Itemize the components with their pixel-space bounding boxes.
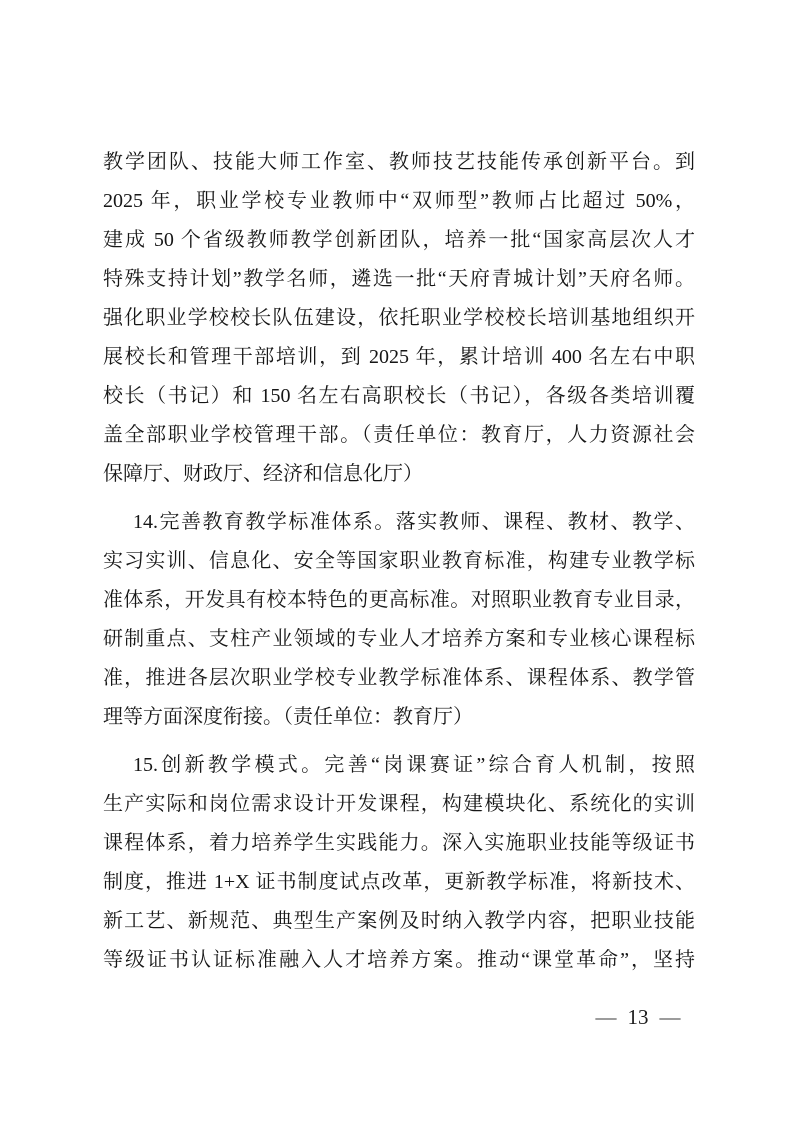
text-line: 校长（书记）和 150 名左右高职校长（书记），各级各类培训覆 <box>103 385 695 407</box>
text-line: 2025 年，职业学校专业教师中“双师型”教师占比超过 50%， <box>103 190 695 212</box>
text-line: 等级证书认证标准融入人才培养方案。推动“课堂革命”，坚持 <box>103 949 695 971</box>
text-line: 准体系，开发具有校本特色的更高标准。对照职业教育专业目录， <box>103 589 695 611</box>
paragraph-continuation <box>103 143 695 494</box>
page-number <box>595 1002 681 1032</box>
document-body <box>103 143 695 980</box>
text-line: 课程体系，着力培养学生实践能力。深入实施职业技能等级证书 <box>103 832 695 854</box>
text-line: 实习实训、信息化、安全等国家职业教育标准，构建专业教学标 <box>103 550 695 572</box>
text-line: 14.完善教育教学标准体系。落实教师、课程、教材、教学、 <box>133 511 695 533</box>
page-number-dash-left: — <box>595 1005 617 1029</box>
text-line: 建成 50 个省级教师教学创新团队，培养一批“国家高层次人才 <box>103 229 695 251</box>
page-number-value: 13 <box>627 1005 649 1029</box>
text-line: 展校长和管理干部培训，到 2025 年，累计培训 400 名左右中职 <box>103 346 695 368</box>
text-line: 15.创新教学模式。完善“岗课赛证”综合育人机制，按照 <box>133 754 695 776</box>
text-line: 准，推进各层次职业学校专业教学标准体系、课程体系、教学管 <box>103 667 695 689</box>
text-line: 特殊支持计划”教学名师，遴选一批“天府青城计划”天府名师。 <box>103 268 695 290</box>
text-line: 教学团队、技能大师工作室、教师技艺技能传承创新平台。到 <box>103 151 695 173</box>
paragraph-item-14 <box>103 503 695 737</box>
text-line: 强化职业学校校长队伍建设，依托职业学校校长培训基地组织开 <box>103 307 695 329</box>
text-line: 新工艺、新规范、典型生产案例及时纳入教学内容，把职业技能 <box>103 910 695 932</box>
text-line: 研制重点、支柱产业领域的专业人才培养方案和专业核心课程标 <box>103 628 695 650</box>
text-line: 盖全部职业学校管理干部。（责任单位：教育厅，人力资源社会 <box>103 424 695 446</box>
text-line: 保障厅、财政厅、经济和信息化厅） <box>103 463 423 485</box>
text-line: 生产实际和岗位需求设计开发课程，构建模块化、系统化的实训 <box>103 793 695 815</box>
text-line: 理等方面深度衔接。（责任单位：教育厅） <box>103 706 473 728</box>
paragraph-item-15 <box>103 746 695 980</box>
text-line: 制度，推进 1+X 证书制度试点改革，更新教学标准，将新技术、 <box>103 871 695 893</box>
page-number-dash-right: — <box>659 1005 681 1029</box>
